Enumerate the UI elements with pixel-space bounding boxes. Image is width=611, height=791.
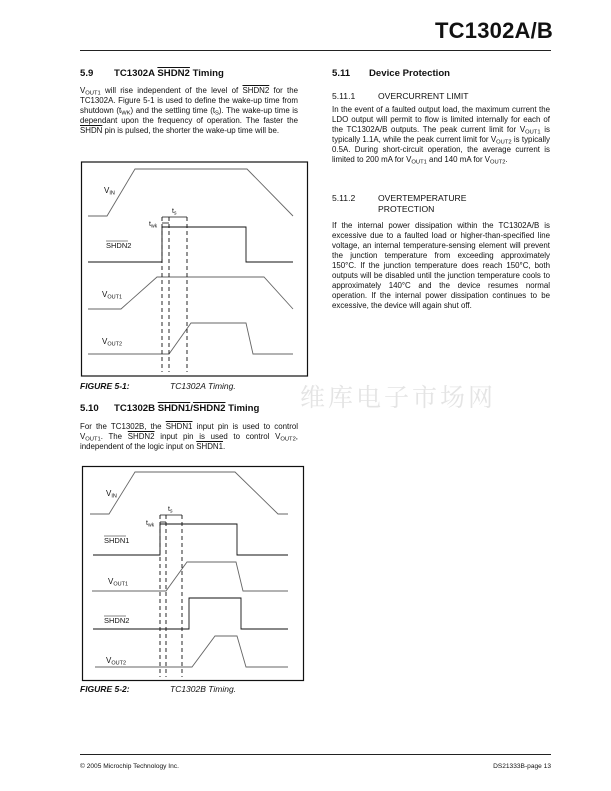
header-rule <box>80 50 551 51</box>
section-title-line1: OVERTEMPERATURE <box>378 193 467 203</box>
section-heading-5-11-1 <box>332 91 469 102</box>
section-number: 5.9 <box>80 68 94 79</box>
figure-label: FIGURE 5-1: <box>80 381 130 391</box>
paragraph-5-10 <box>80 422 298 452</box>
section-heading-5-9 <box>80 68 224 79</box>
label-ts: $t_s$ <box>168 506 173 515</box>
overlined-signal: SHDN2 <box>127 432 155 441</box>
text-run: Timing <box>189 68 224 79</box>
subscript: OUT2 <box>490 159 506 166</box>
timing-markers <box>162 217 187 372</box>
subscript: OUT2 <box>496 139 512 146</box>
subscript: OUT1 <box>85 436 101 443</box>
subscript: S <box>215 110 219 117</box>
section-number: 5.11 <box>332 68 351 79</box>
waveform-vin <box>90 472 288 514</box>
subscript: OUT1 <box>85 90 101 97</box>
waveform-vout1 <box>88 277 293 309</box>
subscript: OUT2 <box>280 436 296 443</box>
paragraph-5-9 <box>80 86 298 136</box>
section-number: 5.11.1 <box>332 91 356 101</box>
overlined-signal: SHDN1 <box>196 442 224 451</box>
paragraph-5-11-1 <box>332 105 550 165</box>
page-number: DS21333B-page 13 <box>493 763 551 770</box>
text-run: TC1302A <box>114 68 158 79</box>
text-run: / <box>190 403 193 414</box>
text-run: Device Protection <box>369 68 451 79</box>
label-twk: $t_{wk}$ <box>149 221 158 230</box>
watermark: 维库电子市场网 <box>300 383 497 412</box>
figure-label: FIGURE 5-2: <box>80 684 130 694</box>
text-run: ) and the settling time (t <box>130 106 216 115</box>
text-run: For the TC1302B, the <box>80 422 166 431</box>
text-run: Timing <box>225 403 260 414</box>
timing-diagram-tc1302a <box>80 160 310 380</box>
section-number: 5.10 <box>80 403 99 414</box>
text-run: V <box>80 86 86 95</box>
section-number: 5.11.2 <box>332 193 356 203</box>
label-vin: VIN <box>104 186 115 197</box>
figure-5-1 <box>80 160 310 380</box>
figure-5-2 <box>80 465 310 685</box>
label-vout2: VOUT2 <box>106 656 127 667</box>
footer-rule <box>80 754 551 755</box>
label-shdn2: SHDN2 <box>104 616 130 625</box>
label-shdn2: SHDN2 <box>106 241 132 250</box>
waveform-vin <box>88 169 293 216</box>
text-run: input pin is used to control V <box>154 432 281 441</box>
label-shdn1: SHDN1 <box>104 536 130 545</box>
text-run: and 140 mA for V <box>426 155 491 164</box>
timing-diagram-tc1302b <box>80 465 310 685</box>
label-vout1: VOUT1 <box>102 290 123 301</box>
text-run: is typically 0.5A. During short-circuit operation, the average current is limited to 200 mA for V <box>332 135 550 164</box>
figure-5-1-caption <box>80 381 236 391</box>
text-run: . The <box>100 432 128 441</box>
figure-caption: TC1302B Timing. <box>170 684 237 694</box>
copyright: © 2005 Microchip Technology Inc. <box>80 763 179 770</box>
document-title: TC1302A/B <box>435 18 553 43</box>
figure-5-2-caption <box>80 684 236 694</box>
waveform-vout2 <box>88 323 293 354</box>
overlined-signal: SHDN1 <box>157 403 191 414</box>
text-run: for the TC1302A. Figure 5-1 is used to define the wake-up time from shutdown (t <box>80 86 298 115</box>
text-run: input pin is used to control V <box>80 422 298 441</box>
label-vin: VIN <box>106 489 117 500</box>
section-title <box>369 68 450 79</box>
paragraph-5-11-2 <box>332 221 550 311</box>
figure-caption: TC1302A Timing. <box>170 381 236 391</box>
text-run: . <box>223 442 226 451</box>
subscript: WK <box>121 110 131 117</box>
text-run: pin is pulsed, the shorter the wake-up time will be. <box>102 126 280 135</box>
subscript: OUT1 <box>411 159 427 166</box>
subscript: OUT1 <box>525 129 541 136</box>
text-run: , independent of the logic input on <box>80 432 298 451</box>
section-heading-5-11-2 <box>332 193 467 215</box>
section-title <box>114 68 224 79</box>
text-run: will rise independent of the level of <box>100 86 243 95</box>
section-title <box>114 403 259 414</box>
text-run: . <box>505 155 508 164</box>
text-run: is typically 1.1A, while the peak current limit for V <box>332 125 550 144</box>
text-run: ). The wake-up time is dependant upon the frequency of operation. The faster the <box>80 106 298 125</box>
label-vout1: VOUT1 <box>108 577 129 588</box>
label-ts: $t_s$ <box>172 208 177 217</box>
overlined-signal: SHDN2 <box>192 403 226 414</box>
section-title-line2: PROTECTION <box>378 204 435 214</box>
text-run: TC1302B <box>114 403 158 414</box>
section-heading-5-10 <box>80 403 259 414</box>
label-twk: $t_{wk}$ <box>146 520 155 529</box>
section-title: OVERCURRENT LIMIT <box>378 91 469 101</box>
overlined-signal: SHDN2 <box>157 68 190 79</box>
overlined-signal: SHDN1 <box>165 422 193 431</box>
overlined-signal: SHDN2 <box>242 86 270 95</box>
text-run: If the internal power dissipation within the TC1302A/B is excessive due to a faulted load or higher-than-specified line voltage, an internal temperature-sensing element will prevent the junction temperature from exceeding approximately 150°C. If the junction temperature does reach 150°C, both outputs will be disabled until the junction temperature cools to approximately 140°C and the device resumes normal operation. If the internal power dissipation continues to be excessive, the device will again shut off. <box>332 221 550 310</box>
section-heading-5-11 <box>332 68 450 79</box>
label-vout2: VOUT2 <box>102 337 123 348</box>
timing-markers <box>160 515 182 677</box>
text-run: In the event of a faulted output load, the maximum current the LDO output will permit to flow is limited internally for each of the TC1302A/B outputs. The peak current limit for V <box>332 105 550 134</box>
overlined-signal: SHDN <box>80 126 103 135</box>
